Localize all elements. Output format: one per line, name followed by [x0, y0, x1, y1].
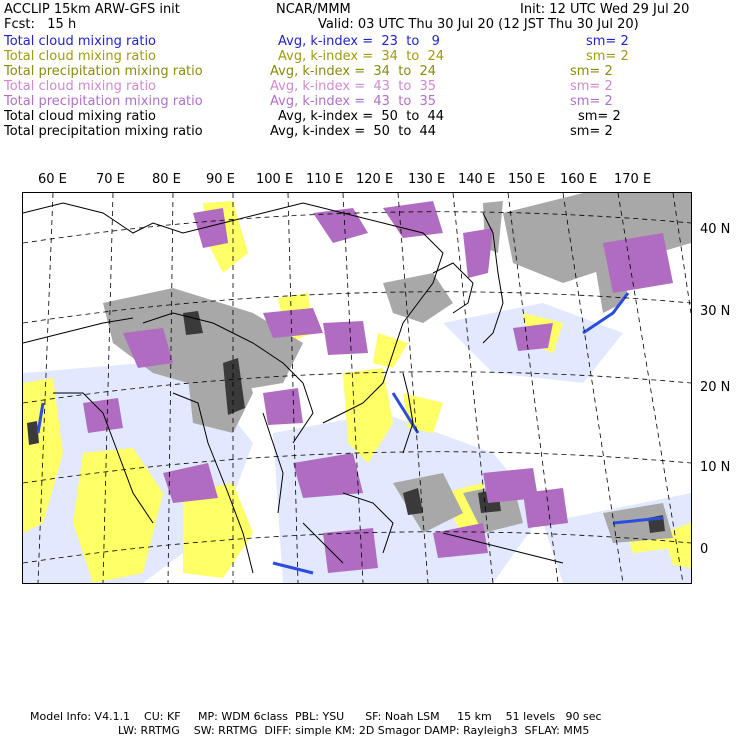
legend-field: Total cloud mixing ratio	[4, 79, 157, 94]
title-left: ACCLIP 15km ARW-GFS init	[4, 2, 180, 17]
legend-field: Total cloud mixing ratio	[4, 109, 157, 124]
latitude-label: 30 N	[700, 304, 731, 319]
legend-field: Total precipitation mixing ratio	[4, 94, 203, 109]
longitude-label: 110 E	[306, 172, 344, 187]
legend-sm: sm= 2	[570, 94, 613, 109]
longitude-label: 130 E	[408, 172, 446, 187]
legend-sm: sm= 2	[570, 124, 613, 139]
longitude-label: 60 E	[38, 172, 67, 187]
longitude-label: 170 E	[614, 172, 652, 187]
legend-field: Total cloud mixing ratio	[4, 49, 157, 64]
legend-avg: Avg, k-index = 43 to 35	[270, 79, 437, 94]
longitude-label: 120 E	[356, 172, 394, 187]
longitude-label: 90 E	[206, 172, 235, 187]
legend-sm: sm= 2	[570, 79, 613, 94]
latitude-label: 40 N	[700, 222, 731, 237]
longitude-label: 160 E	[560, 172, 598, 187]
legend-avg: Avg, k-index = 43 to 35	[270, 94, 437, 109]
map-panel	[22, 192, 692, 584]
legend-sm: sm= 2	[586, 34, 629, 49]
map-svg	[23, 193, 691, 583]
legend-avg: Avg, k-index = 23 to 9	[278, 34, 440, 49]
legend-avg: Avg, k-index = 34 to 24	[278, 49, 445, 64]
legend-avg: Avg, k-index = 50 to 44	[278, 109, 445, 124]
model-info-line2: LW: RRTMG SW: RRTMG DIFF: simple KM: 2D Smagor DAMP: Rayleigh3 SFLAY: MM5	[118, 724, 590, 737]
forecast-hour: Fcst: 15 h	[4, 17, 77, 32]
legend-sm: sm= 2	[578, 109, 621, 124]
longitude-label: 70 E	[96, 172, 125, 187]
valid-time: Valid: 03 UTC Thu 30 Jul 20 (12 JST Thu 30 Jul 20)	[318, 17, 639, 32]
latitude-label: 20 N	[700, 380, 731, 395]
model-info-line1: Model Info: V4.1.1 CU: KF MP: WDM 6class PBL: YSU SF: Noah LSM 15 km 51 levels 90 sec	[30, 710, 602, 723]
latitude-label: 10 N	[700, 460, 731, 475]
legend-sm: sm= 2	[586, 49, 629, 64]
legend-sm: sm= 2	[570, 64, 613, 79]
longitude-label: 150 E	[508, 172, 546, 187]
legend-field: Total precipitation mixing ratio	[4, 124, 203, 139]
legend-avg: Avg, k-index = 34 to 24	[270, 64, 437, 79]
legend-field: Total cloud mixing ratio	[4, 34, 157, 49]
longitude-label: 80 E	[152, 172, 181, 187]
title-center: NCAR/MMM	[276, 2, 351, 17]
legend-field: Total precipitation mixing ratio	[4, 64, 203, 79]
longitude-label: 140 E	[458, 172, 496, 187]
latitude-label: 0	[700, 542, 709, 557]
legend-avg: Avg, k-index = 50 to 44	[270, 124, 437, 139]
init-time: Init: 12 UTC Wed 29 Jul 20	[520, 2, 690, 17]
longitude-label: 100 E	[256, 172, 294, 187]
